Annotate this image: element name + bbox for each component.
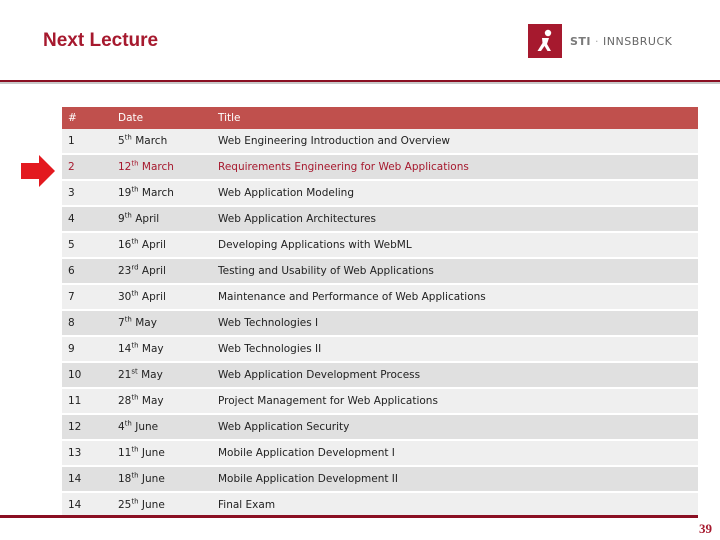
lecture-title: Web Engineering Introduction and Overview <box>212 129 698 154</box>
lecture-date: 28th May <box>112 388 212 414</box>
lecture-title: Project Management for Web Applications <box>212 388 698 414</box>
table-row <box>62 154 698 180</box>
lecture-number: 11 <box>62 388 112 414</box>
lecture-number: 4 <box>62 206 112 232</box>
lecture-title: Requirements Engineering for Web Applications <box>212 154 698 180</box>
lecture-number: 3 <box>62 180 112 206</box>
lecture-number: 7 <box>62 284 112 310</box>
lecture-title: Final Exam <box>212 492 698 518</box>
lecture-number: 14 <box>62 466 112 492</box>
table-row <box>62 336 698 362</box>
page-number: 39 <box>699 521 712 536</box>
table-row <box>62 180 698 206</box>
table-row <box>62 362 698 388</box>
column-header-title: Title <box>212 107 698 129</box>
lecture-number: 10 <box>62 362 112 388</box>
lecture-date: 25th June <box>112 492 212 518</box>
table-row <box>62 310 698 336</box>
lecture-title: Web Technologies I <box>212 310 698 336</box>
slide-title: Next Lecture <box>43 30 159 51</box>
lecture-date: 30th April <box>112 284 212 310</box>
table-row <box>62 129 698 154</box>
lecture-title: Testing and Usability of Web Applications <box>212 258 698 284</box>
table-row <box>62 440 698 466</box>
lecture-number: 1 <box>62 129 112 154</box>
table-row <box>62 466 698 492</box>
table-row <box>62 388 698 414</box>
lecture-title: Web Technologies II <box>212 336 698 362</box>
lecture-date: 4th June <box>112 414 212 440</box>
table-body <box>62 129 698 518</box>
lecture-number: 6 <box>62 258 112 284</box>
column-header-number: # <box>62 107 112 129</box>
lecture-date: 9th April <box>112 206 212 232</box>
sti-logo-text: STI · INNSBRUCK <box>570 34 673 48</box>
column-header-date: Date <box>112 107 212 129</box>
lecture-date: 11th June <box>112 440 212 466</box>
lecture-date: 21st May <box>112 362 212 388</box>
lecture-date: 16th April <box>112 232 212 258</box>
table-row <box>62 206 698 232</box>
lecture-date: 23rd April <box>112 258 212 284</box>
table-header-row <box>62 107 698 129</box>
lecture-title: Developing Applications with WebML <box>212 232 698 258</box>
lecture-number: 14 <box>62 492 112 518</box>
lecture-title: Maintenance and Performance of Web Applications <box>212 284 698 310</box>
lecture-number: 5 <box>62 232 112 258</box>
lecture-title: Web Application Security <box>212 414 698 440</box>
lecture-number: 8 <box>62 310 112 336</box>
lecture-schedule-table <box>62 107 698 519</box>
sti-logo-mark <box>528 24 562 58</box>
lecture-title: Web Application Modeling <box>212 180 698 206</box>
lecture-title: Mobile Application Development I <box>212 440 698 466</box>
lecture-number: 9 <box>62 336 112 362</box>
lecture-date: 12th March <box>112 154 212 180</box>
lecture-date: 19th March <box>112 180 212 206</box>
right-arrow-icon <box>19 153 57 189</box>
lecture-number: 12 <box>62 414 112 440</box>
lecture-date: 5th March <box>112 129 212 154</box>
lecture-number: 2 <box>62 154 112 180</box>
table-row <box>62 414 698 440</box>
footer-divider <box>0 515 698 518</box>
lecture-title: Mobile Application Development II <box>212 466 698 492</box>
lecture-title: Web Application Development Process <box>212 362 698 388</box>
table-row <box>62 284 698 310</box>
lecture-title: Web Application Architectures <box>212 206 698 232</box>
sti-logo <box>528 24 672 58</box>
lecture-number: 13 <box>62 440 112 466</box>
lecture-date: 7th May <box>112 310 212 336</box>
table-row <box>62 232 698 258</box>
table-row <box>62 258 698 284</box>
header-divider <box>0 80 720 84</box>
lecture-date: 14th May <box>112 336 212 362</box>
sti-figure-icon <box>534 29 556 53</box>
lecture-date: 18th June <box>112 466 212 492</box>
